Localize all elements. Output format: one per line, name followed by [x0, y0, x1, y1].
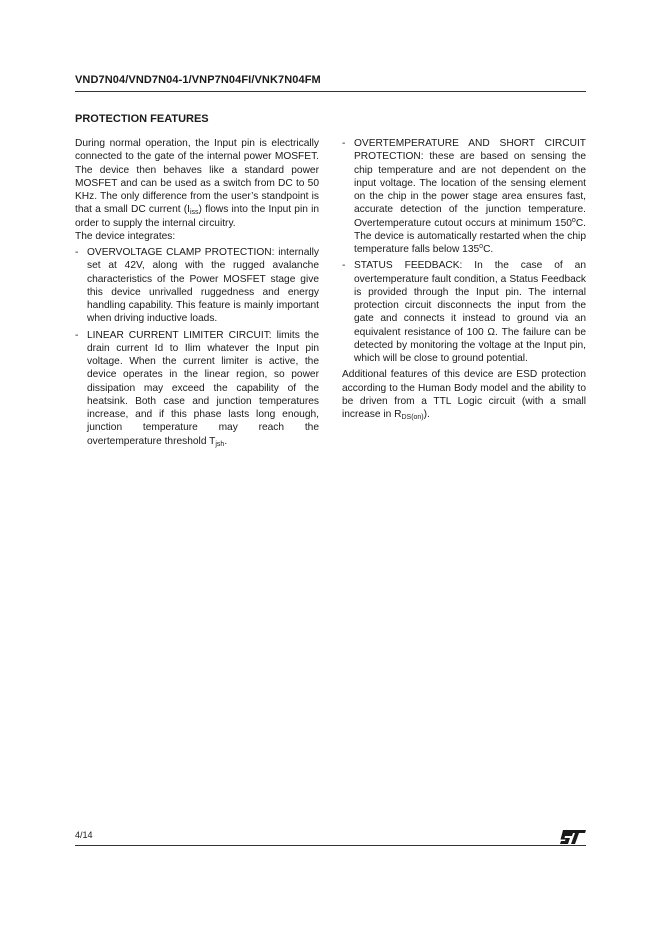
left-column	[75, 137, 319, 451]
additional-features-paragraph: Additional features of this device are ESD protection according to the Human Body model and the ability to be driven from a TTL Logic circuit (with a small increase in $R_{DS(on)}$).	[342, 369, 586, 421]
right-column	[342, 137, 586, 421]
list-item-current-limiter: - LINEAR CURRENT LIMITER CIRCUIT: limits the drain current Id to Ilim whatever the Input pin voltage. When the current limiter is active, the device operates in the linear region, so power dissipation may exceed the capability of the heatsink. Both case and junction temperatures increase, and if this phase lasts long enough, junction temperature may reach the overtemperature threshold $T_{jsh}$.	[75, 329, 319, 448]
list-dash: -	[342, 260, 346, 272]
intro-paragraph: During normal operation, the Input pin is electrically connected to the gate of the internal power MOSFET. The device then behaves like a standard power MOSFET and can be used as a switch from DC to 50 KHz. The only difference from the user’s standpoint is that a small DC current $(I_{iss})$ flows into the Input pin in order to supply the internal circuitry.	[75, 138, 319, 229]
st-logo-icon	[560, 829, 586, 845]
list-item-status-feedback: - STATUS FEEDBACK: In the case of an overtemperature fault condition, a Status Feedback is provided through the Input pin. The internal protection circuit disconnects the input from the gate and connects it instead to ground via an equivalent resistance of 100 Ω. The failure can be detected by monitoring the voltage at the Input pin, which will be close to ground potential.	[342, 260, 586, 364]
list-dash: -	[75, 329, 79, 341]
integrates-line: The device integrates:	[75, 230, 176, 242]
header-divider	[75, 91, 586, 92]
page-number: 4/14	[75, 830, 93, 840]
document-header-title: VND7N04/VND7N04-1/VNP7N04FI/VNK7N04FM	[75, 74, 321, 86]
list-dash: -	[342, 138, 346, 149]
list-item-overvoltage: - OVERVOLTAGE CLAMP PROTECTION: internally set at 42V, along with the rugged avalanche characteristics of the Power MOSFET stage give this device unrivalled ruggedness and energy handling capability. This feature is mainly important when driving inductive loads.	[75, 247, 319, 325]
list-dash: -	[75, 247, 79, 258]
section-title: PROTECTION FEATURES	[75, 113, 209, 125]
footer-divider	[75, 845, 586, 846]
list-item-overtemperature: - OVERTEMPERATURE AND SHORT CIRCUIT PROTECTION: these are based on sensing the chip temperature and are not dependent on the input voltage. The location of the sensing element on the chip in the power stage area ensures fast, accurate detection of the junction temperature. Overtemperature cutout occurs at minimum 150$^o$C. The device is automatically restarted when the chip temperature falls below 135$^o$C.	[342, 138, 586, 255]
